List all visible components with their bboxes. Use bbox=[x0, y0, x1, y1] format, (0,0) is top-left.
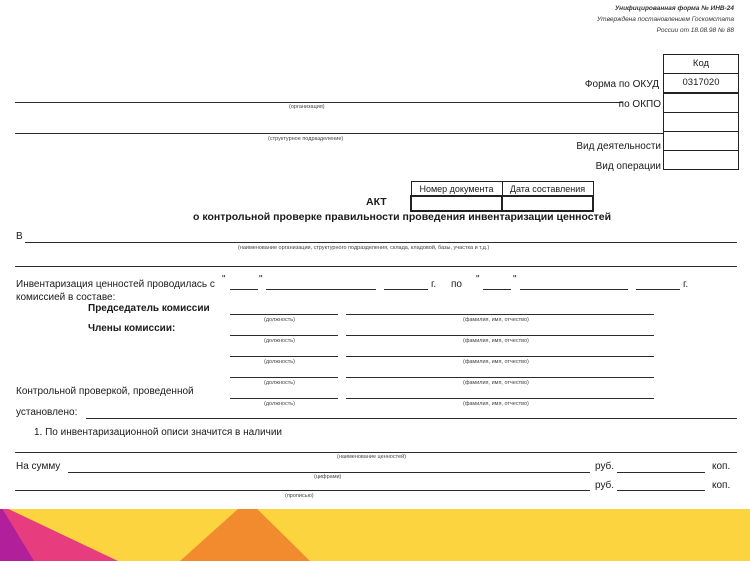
sum-digits-line[interactable] bbox=[68, 472, 590, 473]
words-hint: (прописью) bbox=[285, 493, 314, 499]
activity-value[interactable] bbox=[664, 132, 738, 151]
name-hint-5: (фамилия, имя, отчество) bbox=[463, 401, 529, 407]
chairman-label: Председатель комиссии bbox=[88, 303, 210, 314]
codes-table bbox=[663, 54, 739, 170]
established-label: установлено: bbox=[16, 407, 78, 418]
member1-position-line[interactable] bbox=[230, 335, 338, 336]
name-hint-3: (фамилия, имя, отчество) bbox=[463, 359, 529, 365]
position-hint-1: (должность) bbox=[264, 317, 295, 323]
activity-label: Вид деятельности bbox=[576, 141, 661, 152]
in-hint: (наименование организации, структурного подразделения, склада, кладовой, базы, участка и т.д.) bbox=[238, 245, 490, 251]
document-table bbox=[410, 181, 594, 212]
okud-value[interactable]: 0317020 bbox=[664, 74, 738, 94]
name-hint-4: (фамилия, имя, отчество) bbox=[463, 380, 529, 386]
doc-number-value[interactable] bbox=[411, 196, 502, 211]
quote-open-1: " bbox=[222, 274, 226, 285]
form-code-line1: Унифицированная форма № ИНВ-24 bbox=[614, 5, 734, 12]
doc-number-header: Номер документа bbox=[411, 182, 502, 197]
member1-name-line[interactable] bbox=[346, 335, 654, 336]
quote-close-2: " bbox=[513, 274, 517, 285]
kop-line-2[interactable] bbox=[617, 490, 705, 491]
quote-open-2: " bbox=[476, 274, 480, 285]
doc-date-value[interactable] bbox=[502, 196, 593, 211]
okpo-label: по ОКПО bbox=[618, 99, 661, 110]
sum-label: На сумму bbox=[16, 461, 61, 472]
form-code-line2: Утверждена постановлением Госкомстата bbox=[597, 16, 734, 23]
operation-label: Вид операции bbox=[595, 161, 661, 172]
member3-position-line[interactable] bbox=[230, 377, 338, 378]
position-hint-4: (должность) bbox=[264, 380, 295, 386]
kop-label-1: коп. bbox=[712, 461, 731, 472]
act-subtitle: о контрольной проверке правильности проведения инвентаризации ценностей bbox=[193, 211, 612, 223]
member4-name-line[interactable] bbox=[346, 398, 654, 399]
from-day-line[interactable] bbox=[230, 289, 258, 290]
name-hint-1: (фамилия, имя, отчество) bbox=[463, 317, 529, 323]
okpo-value[interactable] bbox=[664, 94, 738, 113]
in-line-2[interactable] bbox=[15, 266, 737, 267]
organization-hint: (организация) bbox=[289, 104, 325, 110]
position-hint-5: (должность) bbox=[264, 401, 295, 407]
position-hint-3: (должность) bbox=[264, 359, 295, 365]
division-hint: (структурное подразделение) bbox=[268, 136, 344, 142]
act-title: АКТ bbox=[366, 196, 387, 208]
in-label: В bbox=[16, 231, 23, 242]
from-year-line[interactable] bbox=[384, 289, 428, 290]
rub-label-1: руб. bbox=[595, 461, 615, 472]
to-year-suffix: г. bbox=[683, 279, 689, 290]
item-1-label: 1. По инвентаризационной описи значится в наличии bbox=[34, 427, 283, 438]
quote-close-1: " bbox=[259, 274, 263, 285]
operation-value[interactable] bbox=[664, 151, 738, 169]
in-line[interactable] bbox=[25, 242, 737, 243]
name-hint-2: (фамилия, имя, отчество) bbox=[463, 338, 529, 344]
member3-name-line[interactable] bbox=[346, 377, 654, 378]
inventory-label: Инвентаризация ценностей проводилась с bbox=[16, 279, 215, 290]
to-year-line[interactable] bbox=[636, 289, 680, 290]
organization-line[interactable] bbox=[15, 102, 623, 103]
to-day-line[interactable] bbox=[483, 289, 511, 290]
member2-name-line[interactable] bbox=[346, 356, 654, 357]
codes-title: Код bbox=[664, 55, 738, 74]
position-hint-2: (должность) bbox=[264, 338, 295, 344]
to-month-line[interactable] bbox=[520, 289, 628, 290]
chairman-position-line[interactable] bbox=[230, 314, 338, 315]
values-hint: (наименование ценностей) bbox=[337, 454, 407, 460]
chairman-name-line[interactable] bbox=[346, 314, 654, 315]
member2-position-line[interactable] bbox=[230, 356, 338, 357]
values-line[interactable] bbox=[15, 452, 737, 453]
division-line[interactable] bbox=[15, 133, 663, 134]
digits-hint: (цифрами) bbox=[314, 474, 342, 480]
members-label: Члены комиссии: bbox=[88, 323, 176, 334]
kop-line-1[interactable] bbox=[617, 472, 705, 473]
sum-words-line[interactable] bbox=[15, 490, 590, 491]
from-month-line[interactable] bbox=[266, 289, 376, 290]
control-label: Контрольной проверкой, проведенной bbox=[16, 386, 194, 397]
form-code-line3: России от 18.08.98 № 88 bbox=[656, 27, 734, 34]
to-label: по bbox=[451, 279, 462, 290]
rub-label-2: руб. bbox=[595, 480, 615, 491]
kop-label-2: коп. bbox=[712, 480, 731, 491]
established-line[interactable] bbox=[86, 418, 737, 419]
okud-label: Форма по ОКУД bbox=[584, 79, 659, 90]
commission-label: комиссией в составе: bbox=[16, 292, 116, 303]
from-year-suffix: г. bbox=[431, 279, 437, 290]
member4-position-line[interactable] bbox=[230, 398, 338, 399]
doc-date-header: Дата составления bbox=[502, 182, 593, 197]
codes-row3[interactable] bbox=[664, 113, 738, 132]
